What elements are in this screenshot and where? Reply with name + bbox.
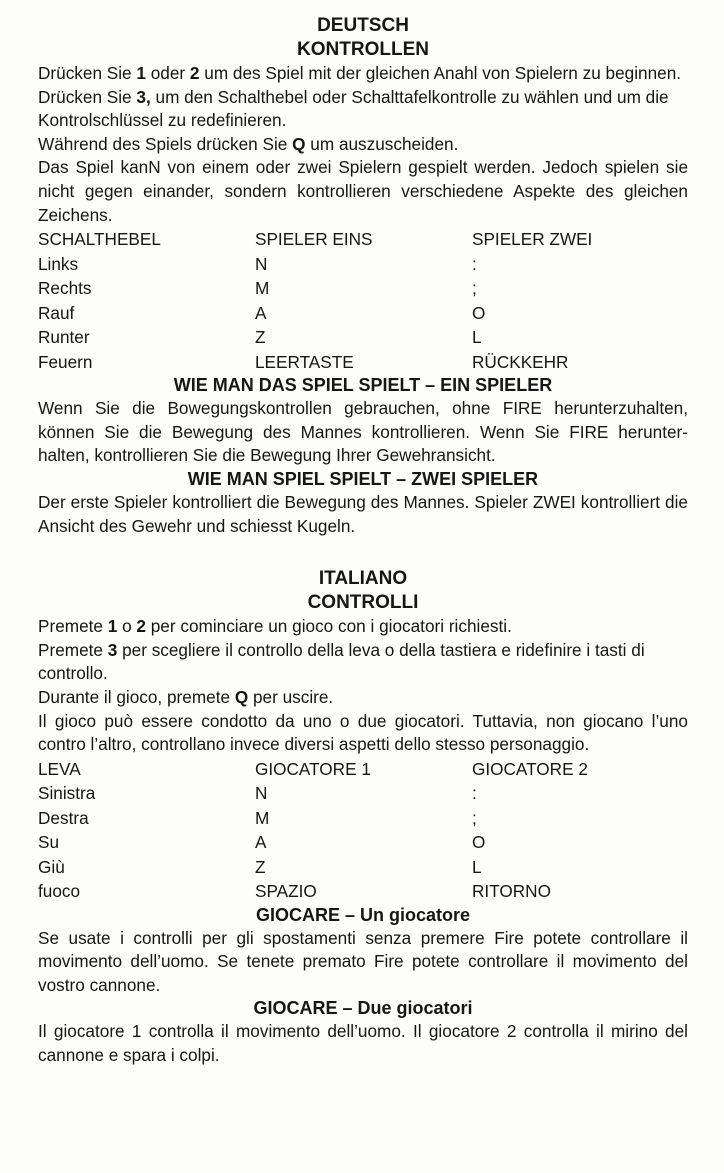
paragraph-one-player: Se usate i controlli per gli spostamenti senza premere Fire potete controllare il movimento dell’uomo. Se tenete premato Fire potete controllare il movimento del vostro cannone. xyxy=(38,927,688,995)
table-cell: Links xyxy=(38,253,79,274)
table-cell: N xyxy=(255,783,268,804)
text: o xyxy=(117,616,137,637)
table-header: SPIELER EINS xyxy=(255,229,373,250)
text: Drücken Sie xyxy=(38,63,137,83)
table-row xyxy=(38,830,688,855)
table-cell: Giù xyxy=(38,856,65,877)
table-header: SCHALTHEBEL xyxy=(38,229,161,250)
heading-two-players: GIOCARE – Due giocatori xyxy=(253,998,473,1019)
table-cell: SPAZIO xyxy=(255,881,317,902)
table-cell: A xyxy=(255,832,267,853)
paragraph-two-players: Der erste Spieler kontrolliert die Bewegung des Mannes. Spieler ZWEI kontrolliert die Ansicht des Gewehr und schiesst Kugeln. xyxy=(38,491,688,536)
table-cell: ; xyxy=(472,278,477,299)
table-cell: Destra xyxy=(38,807,89,828)
table-row xyxy=(38,855,688,880)
paragraph-two-players: Il giocatore 1 controlla il movimento dell’uomo. Il giocatore 2 controlla il mirino del cannone e spara i colpi. xyxy=(38,1021,688,1066)
key-1: 1 xyxy=(107,616,118,637)
key-3: 3 xyxy=(107,639,118,660)
table-cell: M xyxy=(255,807,270,828)
table-row xyxy=(38,781,688,806)
table-cell: M xyxy=(255,278,270,299)
section-spacer xyxy=(38,538,688,567)
table-cell: RITORNO xyxy=(472,881,551,902)
section-deutsch xyxy=(38,14,688,538)
heading-one-player: GIOCARE – Un giocatore xyxy=(255,904,471,925)
key-q: Q xyxy=(292,133,306,154)
text: Während des Spiels drücken Sie xyxy=(38,133,293,154)
key-3: 3, xyxy=(136,86,151,107)
table-cell: : xyxy=(472,253,477,274)
table-cell: Feuern xyxy=(38,351,93,372)
table-cell: fuoco xyxy=(38,881,81,902)
controls-table-italiano xyxy=(38,757,688,904)
table-cell: N xyxy=(255,253,268,274)
table-cell: Z xyxy=(255,327,266,348)
text: per scegliere il controllo della leva o della tastiera e ridefinire i tasti di controllo. xyxy=(38,639,645,684)
paragraph-players: Das Spiel kanN von einem oder zwei Spielern gespielt werden. Jedoch spielen sie nicht gegen einander, sondern kontrollieren verschiedene Aspekte des gleichen Zeichens. xyxy=(38,157,688,225)
table-cell: Runter xyxy=(38,327,90,348)
section-title-italiano: ITALIANO xyxy=(318,568,408,590)
paragraph-start-keys xyxy=(38,62,688,133)
table-cell: L xyxy=(472,856,482,877)
controls-table-deutsch xyxy=(38,227,688,374)
table-row xyxy=(38,301,688,326)
table-cell: Sinistra xyxy=(38,783,96,804)
key-1: 1 xyxy=(136,63,146,83)
table-header-row xyxy=(38,757,688,782)
section-subtitle-controlli: CONTROLLI xyxy=(307,592,419,614)
key-q: Q xyxy=(234,686,249,707)
text: um den Schalthebel oder Schalttafelkontrolle zu wählen und um die Kontrolschlüssel zu redefinieren. xyxy=(38,86,669,131)
heading-two-players: WIE MAN SPIEL SPIELT – ZWEI SPIELER xyxy=(187,468,539,489)
table-cell: O xyxy=(472,832,486,853)
table-cell: L xyxy=(472,327,482,348)
section-title-deutsch: DEUTSCH xyxy=(317,15,409,36)
table-row xyxy=(38,252,688,277)
key-2: 2 xyxy=(189,63,200,83)
table-row xyxy=(38,806,688,831)
table-cell: RÜCKKEHR xyxy=(472,351,569,372)
table-header-row xyxy=(38,227,688,252)
table-cell: Rechts xyxy=(38,278,92,299)
table-cell: ; xyxy=(472,807,477,828)
table-row xyxy=(38,325,688,350)
paragraph-quit-key xyxy=(38,133,688,157)
text: Premete xyxy=(38,639,108,660)
table-cell: A xyxy=(255,302,267,323)
text: Premete xyxy=(38,616,108,637)
text: oder xyxy=(145,63,190,83)
text: per uscire. xyxy=(248,686,334,707)
table-header: GIOCATORE 1 xyxy=(255,758,371,779)
table-header: LEVA xyxy=(38,758,81,779)
table-row xyxy=(38,276,688,301)
table-cell: Z xyxy=(255,856,266,877)
text: um des Spiel mit der gleichen Anahl von Spielern zu beginnen. Drücken Sie xyxy=(38,63,682,107)
paragraph-one-player: Wenn Sie die Bowegungskontrollen gebrauchen, ohne FIRE herunterzuhalten, können Sie die Bewegung des Mannes kontrollieren. Wenn Sie FIRE herunter-halten, kontrollieren Sie die Bewegung Ihrer Gewehransicht. xyxy=(38,398,688,466)
key-2: 2 xyxy=(136,616,146,637)
table-row xyxy=(38,879,688,904)
text: Durante il gioco, premete xyxy=(38,686,235,707)
table-cell: Su xyxy=(38,832,60,853)
paragraph-start-keys xyxy=(38,615,688,639)
section-italiano xyxy=(38,567,688,1068)
table-header: GIOCATORE 2 xyxy=(472,758,588,779)
table-cell: O xyxy=(472,302,486,323)
table-header: SPIELER ZWEI xyxy=(472,229,593,250)
heading-one-player: WIE MAN DAS SPIEL SPIELT – EIN SPIELER xyxy=(173,375,553,396)
paragraph-select-key xyxy=(38,639,688,686)
table-row xyxy=(38,350,688,375)
paragraph-players: Il gioco può essere condotto da uno o due giocatori. Tuttavia, non giocano l’uno contro l’altro, controllano invece diversi aspetti dello stesso personaggio. xyxy=(38,710,688,755)
table-cell: : xyxy=(472,783,477,804)
text: um auszuscheiden. xyxy=(305,133,459,154)
text: per cominciare un gioco con i giocatori richiesti. xyxy=(145,616,512,637)
table-cell: Rauf xyxy=(38,302,75,323)
paragraph-quit-key xyxy=(38,686,688,710)
section-subtitle-kontrollen: KONTROLLEN xyxy=(297,39,429,60)
table-cell: LEERTASTE xyxy=(255,351,354,372)
